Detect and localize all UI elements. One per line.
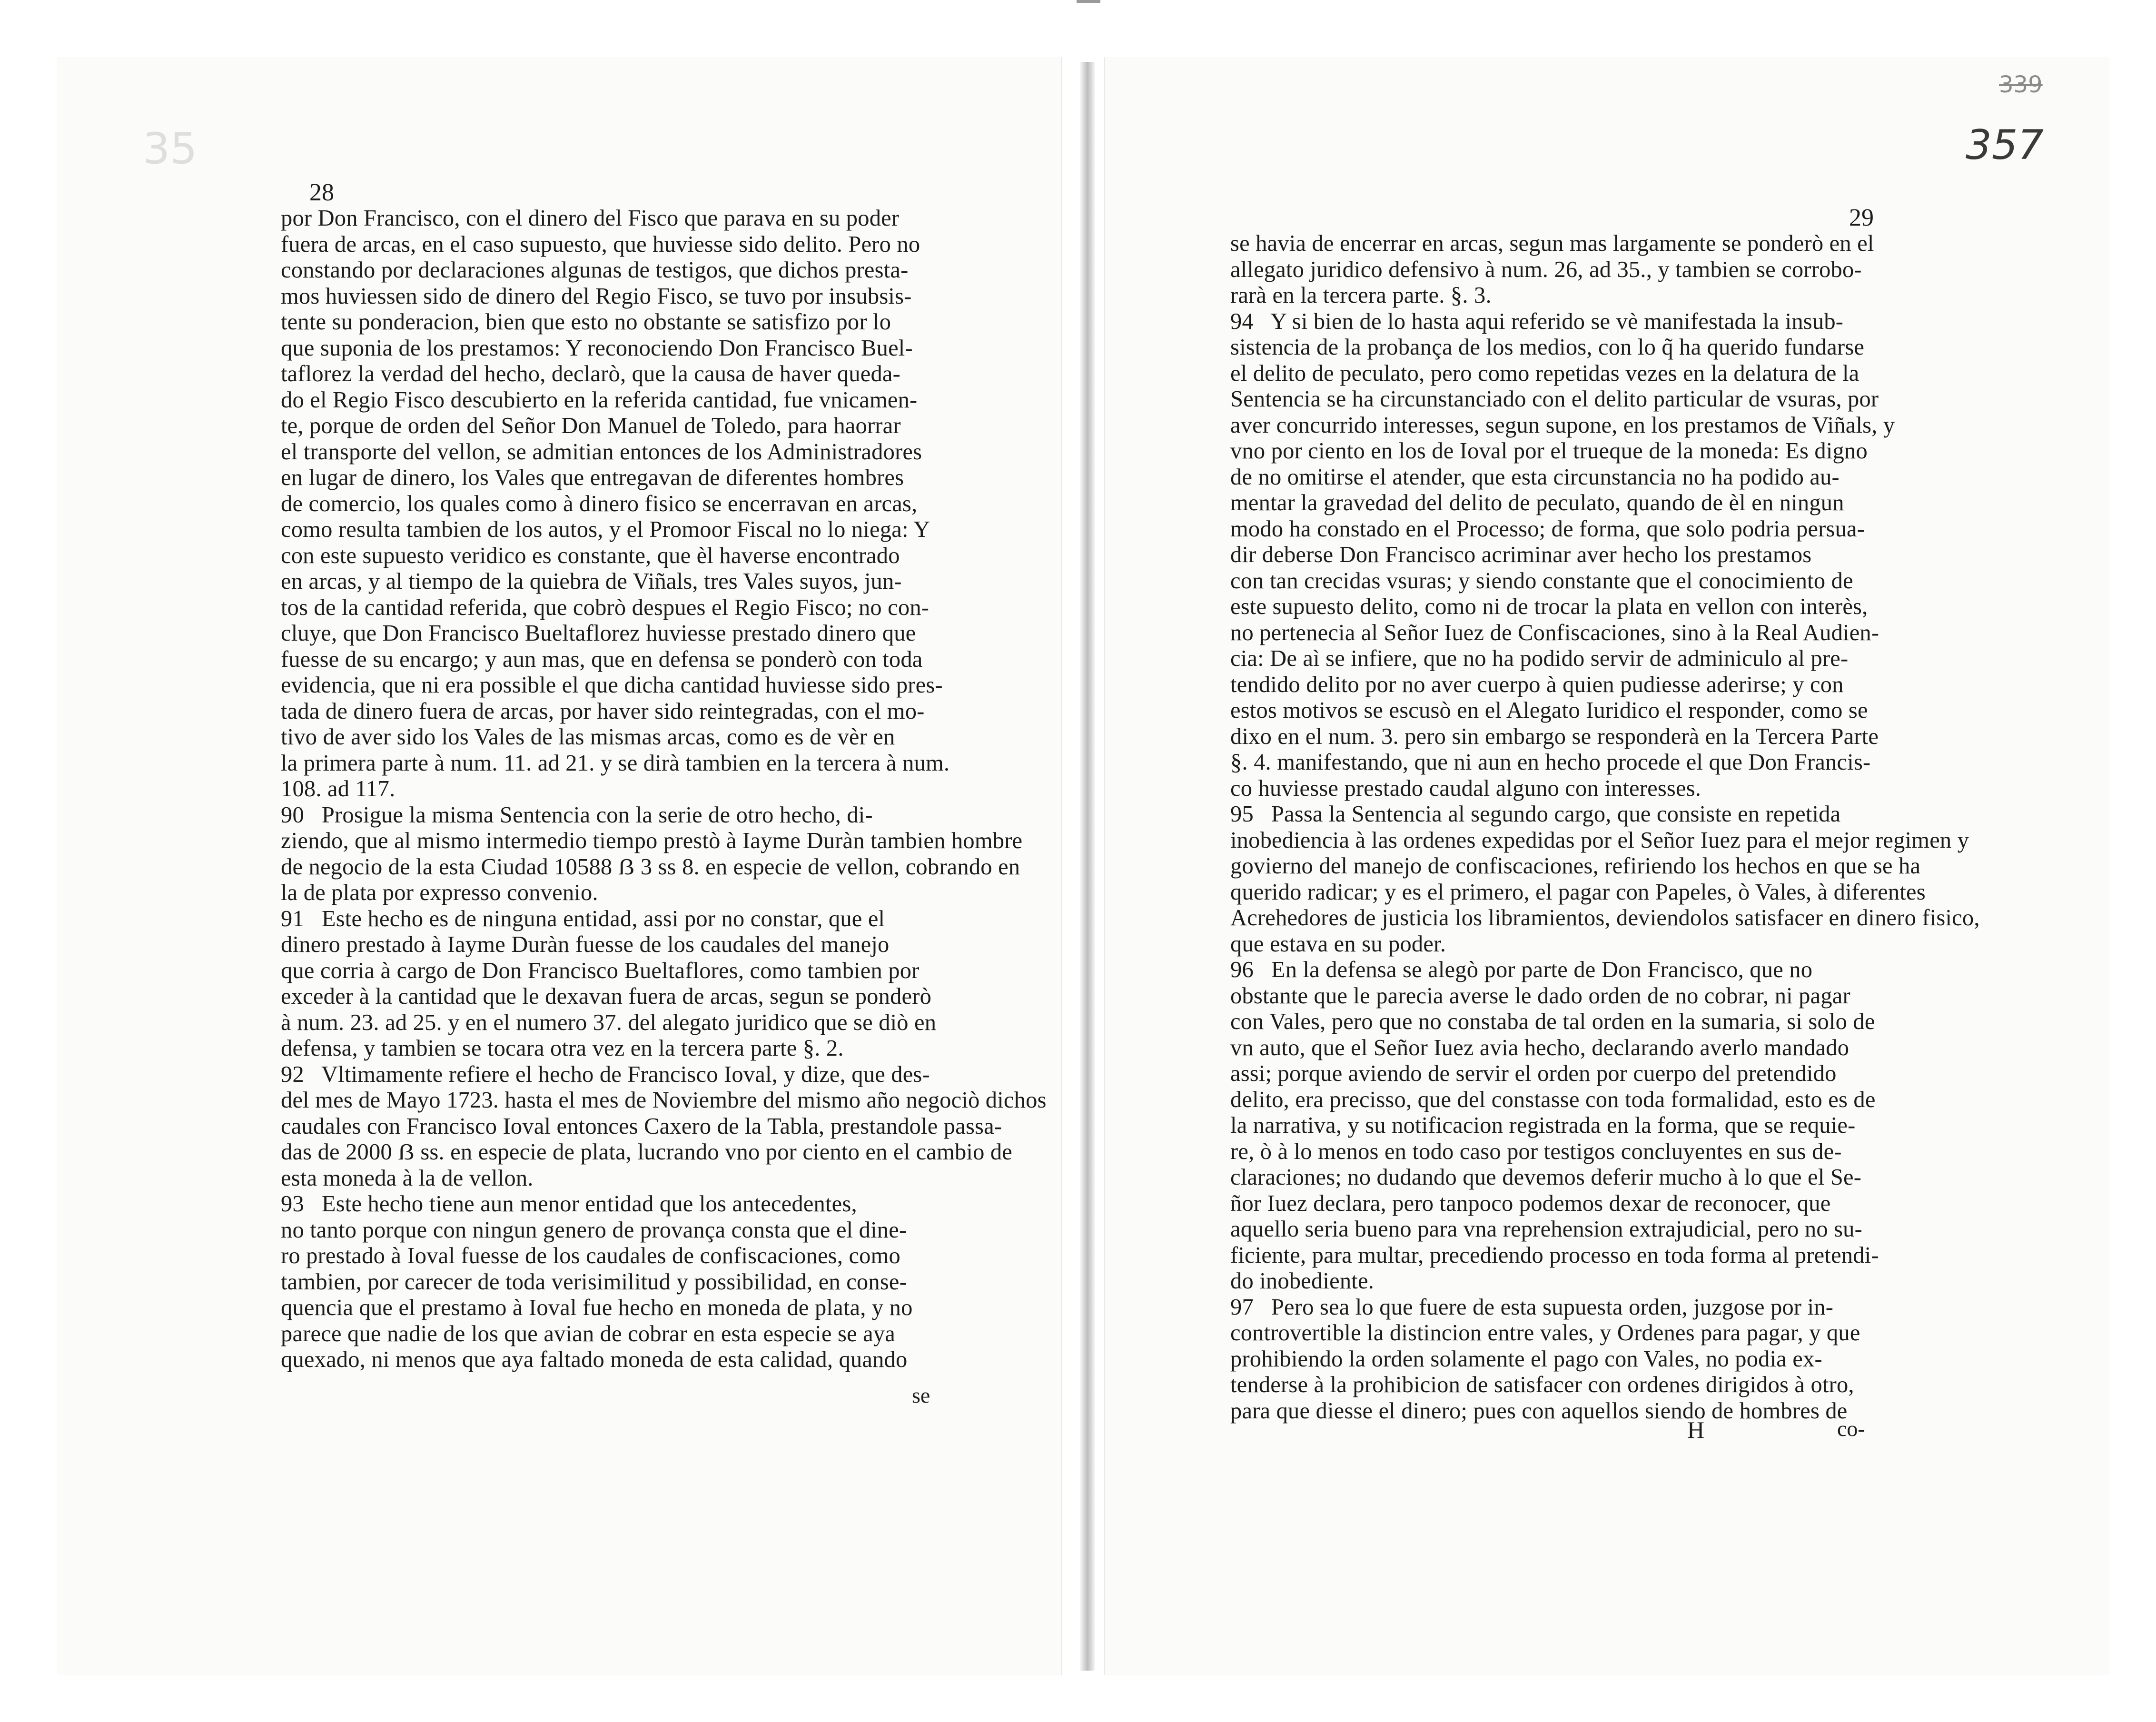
text-line: 97 Pero sea lo que fuere de esta supuesta orden, juzgose por in-: [1230, 1294, 1834, 1320]
text-line: modo ha constado en el Processo; de forma, que solo podria persua-: [1230, 516, 1865, 542]
text-line: dixo en el num. 3. pero sin embargo se responderà en la Tercera Parte: [1230, 723, 1879, 749]
text-line: el delito de peculato, pero como repetidas vezes en la delatura de la: [1230, 360, 1859, 386]
text-line: por Don Francisco, con el dinero del Fisco que parava en su poder: [281, 206, 900, 231]
text-line: ziendo, que al mismo intermedio tiempo prestò à Iayme Duràn tambien hombre: [281, 828, 1023, 853]
text-line: obstante que le parecia averse le dado orden de no cobrar, ni pagar: [1230, 983, 1850, 1009]
text-line: das de 2000 ẞ ss. en especie de plata, lucrando vno por ciento en el cambio de: [281, 1139, 1013, 1165]
text-line: que suponia de los prestamos: Y reconociendo Don Francisco Buel-: [281, 335, 913, 361]
text-line: 92 Vltimamente refiere el hecho de Francisco Ioval, y dize, que des-: [281, 1061, 930, 1087]
text-line: esta moneda à la de vellon.: [281, 1165, 534, 1191]
text-line: defensa, y tambien se tocara otra vez en la tercera parte §. 2.: [281, 1036, 844, 1061]
text-line: de no omitirse el atender, que esta circunstancia no ha podido au-: [1230, 464, 1840, 490]
signature-mark: H: [1687, 1416, 1705, 1443]
text-line: cia: De aì se infiere, que no ha podido servir de adminiculo al pre-: [1230, 646, 1849, 671]
text-line: prohibiendo la orden solamente el pago con Vales, no podia ex-: [1230, 1346, 1822, 1372]
faint-bleed-mark: 35: [143, 124, 198, 174]
text-line: en lugar de dinero, los Vales que entregavan de diferentes hombres: [281, 465, 904, 490]
text-line: parece que nadie de los que avian de cobrar en esta especie se aya: [281, 1321, 896, 1346]
text-line: dinero prestado à Iayme Duràn fuesse de los caudales del manejo: [281, 932, 890, 957]
text-line: te, porque de orden del Señor Don Manuel de Toledo, para haorrar: [281, 413, 901, 438]
text-line: sistencia de la probança de los medios, con lo q̃ ha querido fundarse: [1230, 335, 1865, 360]
text-line: 91 Este hecho es de ninguna entidad, assi por no constar, que el: [281, 906, 885, 931]
text-line: tivo de aver sido los Vales de las mismas arcas, como es de vèr en: [281, 724, 895, 750]
right-page-text: [1230, 231, 1980, 1424]
text-line: rarà en la tercera parte. §. 3.: [1230, 283, 1492, 308]
text-line: co huviesse prestado caudal alguno con interesses.: [1230, 775, 1701, 801]
text-line: no pertenecia al Señor Iuez de Confiscaciones, sino à la Real Audien-: [1230, 620, 1879, 645]
text-line: en arcas, y al tiempo de la quiebra de Viñals, tres Vales suyos, jun-: [281, 569, 902, 594]
text-line: ñor Iuez declara, pero tanpoco podemos dexar de reconocer, que: [1230, 1190, 1831, 1216]
left-page-text: [281, 206, 1047, 1373]
text-line: aver concurrido interesses, segun supone, en los prestamos de Viñals, y: [1230, 412, 1895, 438]
text-line: quexado, ni menos que aya faltado moneda de esta calidad, quando: [281, 1347, 908, 1372]
text-line: claraciones; no dudando que devemos deferir mucho à lo que el Se-: [1230, 1165, 1862, 1190]
text-line: delito, era precisso, que del constasse con toda formalidad, esto es de: [1230, 1087, 1876, 1112]
text-line: assi; porque aviendo de servir el orden por cuerpo del pretendido: [1230, 1061, 1837, 1086]
text-line: 95 Passa la Sentencia al segundo cargo, que consiste en repetida: [1230, 802, 1841, 827]
text-line: no tanto porque con ningun genero de provança consta que el dine-: [281, 1217, 907, 1243]
text-line: para que diesse el dinero; pues con aquellos siendo de hombres de: [1230, 1398, 1848, 1424]
text-line: do el Regio Fisco descubierto en la referida cantidad, fue vnicamen-: [281, 387, 918, 413]
text-line: tente su ponderacion, bien que esto no obstante se satisfizo por lo: [281, 309, 891, 335]
text-line: 108. ad 117.: [281, 776, 396, 802]
text-line: este supuesto delito, como ni de trocar la plata en vellon con interès,: [1230, 594, 1868, 619]
text-line: mos huviessen sido de dinero del Regio Fisco, se tuvo por insubsis-: [281, 283, 912, 309]
text-line: como resulta tambien de los autos, y el Promoor Fiscal no lo niega: Y: [281, 517, 930, 542]
text-line: inobediencia à las ordenes expedidas por el Señor Iuez para el mejor regimen y: [1230, 827, 1969, 853]
text-line: se havia de encerrar en arcas, segun mas largamente se ponderò en el: [1230, 231, 1874, 256]
text-line: la narrativa, y su notificacion registrada en la forma, que se requie-: [1230, 1113, 1856, 1138]
text-line: allegato juridico defensivo à num. 26, ad 35., y tambien se corrobo-: [1230, 257, 1862, 282]
text-line: ro prestado à Ioval fuesse de los caudales de confiscaciones, como: [281, 1243, 901, 1268]
text-line: do inobediente.: [1230, 1268, 1375, 1294]
text-line: de comercio, los quales como à dinero fisico se encerravan en arcas,: [281, 491, 918, 516]
text-line: dir deberse Don Francisco acriminar aver hecho los prestamos: [1230, 542, 1812, 567]
text-line: §. 4. manifestando, que ni aun en hecho procede el que Don Francis-: [1230, 750, 1871, 775]
text-line: evidencia, que ni era possible el que dicha cantidad huviesse sido pres-: [281, 673, 943, 698]
text-line: el transporte del vellon, se admitian entonces de los Administradores: [281, 439, 922, 465]
handwritten-folio-number: 357: [1966, 121, 2044, 169]
text-line: govierno del manejo de confiscaciones, refiriendo los hechos en que se ha: [1230, 853, 1921, 879]
text-line: que estava en su poder.: [1230, 931, 1446, 957]
text-line: quencia que el prestamo à Ioval fue hecho en moneda de plata, y no: [281, 1295, 913, 1320]
left-catchword: se: [912, 1383, 930, 1407]
text-line: de negocio de la esta Ciudad 10588 ẞ 3 ss 8. en especie de vellon, cobrando en: [281, 854, 1020, 880]
text-line: Sentencia se ha circunstanciado con el delito particular de vsuras, por: [1230, 386, 1879, 412]
text-line: vn auto, que el Señor Iuez avia hecho, declarando averlo mandado: [1230, 1035, 1849, 1060]
text-line: que corria à cargo de Don Francisco Bueltaflores, como tambien por: [281, 958, 920, 983]
text-line: 90 Prosigue la misma Sentencia con la serie de otro hecho, di-: [281, 802, 873, 828]
text-line: tambien, por carecer de toda verisimilitud y possibilidad, en conse-: [281, 1269, 907, 1295]
text-line: cluye, que Don Francisco Bueltaflorez huviesse prestado dinero que: [281, 621, 916, 646]
text-line: con Vales, pero que no constaba de tal orden en la sumaria, si solo de: [1230, 1009, 1875, 1034]
text-line: tendido delito por no aver cuerpo à quien pudiesse aderirse; y con: [1230, 672, 1844, 697]
text-line: taflorez la verdad del hecho, declarò, que la causa de haver queda-: [281, 361, 900, 386]
text-line: re, ò à lo menos en todo caso por testigos concluyentes en sus de-: [1230, 1138, 1842, 1164]
text-line: à num. 23. ad 25. y en el numero 37. del alegato juridico que se diò en: [281, 1009, 937, 1035]
text-line: fuera de arcas, en el caso supuesto, que huviesse sido delito. Pero no: [281, 231, 920, 257]
text-line: ficiente, para multar, precediendo processo en toda forma al pretendi-: [1230, 1242, 1879, 1268]
text-line: vno por ciento en los de Ioval por el trueque de la moneda: Es digno: [1230, 438, 1868, 464]
text-line: Acrehedores de justicia los libramientos, deviendolos satisfacer en dinero fisico,: [1230, 905, 1980, 930]
text-line: estos motivos se escusò en el Alegato Iuridico el responder, como se: [1230, 698, 1868, 723]
text-line: con tan crecidas vsuras; y siendo constante que el conocimiento de: [1230, 568, 1853, 594]
text-line: exceder à la cantidad que le dexavan fuera de arcas, segun se ponderò: [281, 984, 932, 1009]
text-line: fuesse de su encargo; y aun mas, que en defensa se ponderò con toda: [281, 646, 923, 672]
text-line: aquello seria bueno para vna reprehension extrajudicial, pero no su-: [1230, 1217, 1862, 1242]
text-line: querido radicar; y es el primero, el pagar con Papeles, ò Vales, à diferentes: [1230, 879, 1926, 905]
right-page-number: 29: [1849, 204, 1874, 231]
text-line: la primera parte à num. 11. ad 21. y se dirà tambien en la tercera à num.: [281, 750, 950, 776]
text-line: 96 En la defensa se alegò por parte de Don Francisco, que no: [1230, 957, 1813, 982]
text-line: la de plata por expresso convenio.: [281, 880, 598, 905]
text-line: tos de la cantidad referida, que cobrò despues el Regio Fisco; no con-: [281, 594, 930, 620]
text-line: 93 Este hecho tiene aun menor entidad que los antecedentes,: [281, 1191, 857, 1217]
text-line: del mes de Mayo 1723. hasta el mes de Noviembre del mismo año negociò dichos: [281, 1088, 1047, 1113]
book-spine: [1080, 62, 1095, 1671]
left-page-number: 28: [309, 179, 334, 206]
right-catchword: co-: [1837, 1416, 1865, 1441]
text-line: 94 Y si bien de lo hasta aqui referido se vè manifestada la insub-: [1230, 308, 1844, 334]
top-edge-mark: [1077, 0, 1100, 3]
crossed-out-folio: 339: [1999, 71, 2043, 98]
text-line: con este supuesto veridico es constante, que èl haverse encontrado: [281, 543, 900, 568]
text-line: controvertible la distincion entre vales, y Ordenes para pagar, y que: [1230, 1320, 1860, 1346]
text-line: tada de dinero fuera de arcas, por haver sido reintegradas, con el mo-: [281, 698, 925, 724]
text-line: mentar la gravedad del delito de peculato, quando de èl en ningun: [1230, 490, 1844, 515]
text-line: tenderse à la prohibicion de satisfacer con ordenes dirigidos à otro,: [1230, 1372, 1854, 1397]
text-line: caudales con Francisco Ioval entonces Caxero de la Tabla, prestandole passa-: [281, 1113, 1002, 1139]
text-line: constando por declaraciones algunas de testigos, que dichos presta-: [281, 257, 909, 283]
